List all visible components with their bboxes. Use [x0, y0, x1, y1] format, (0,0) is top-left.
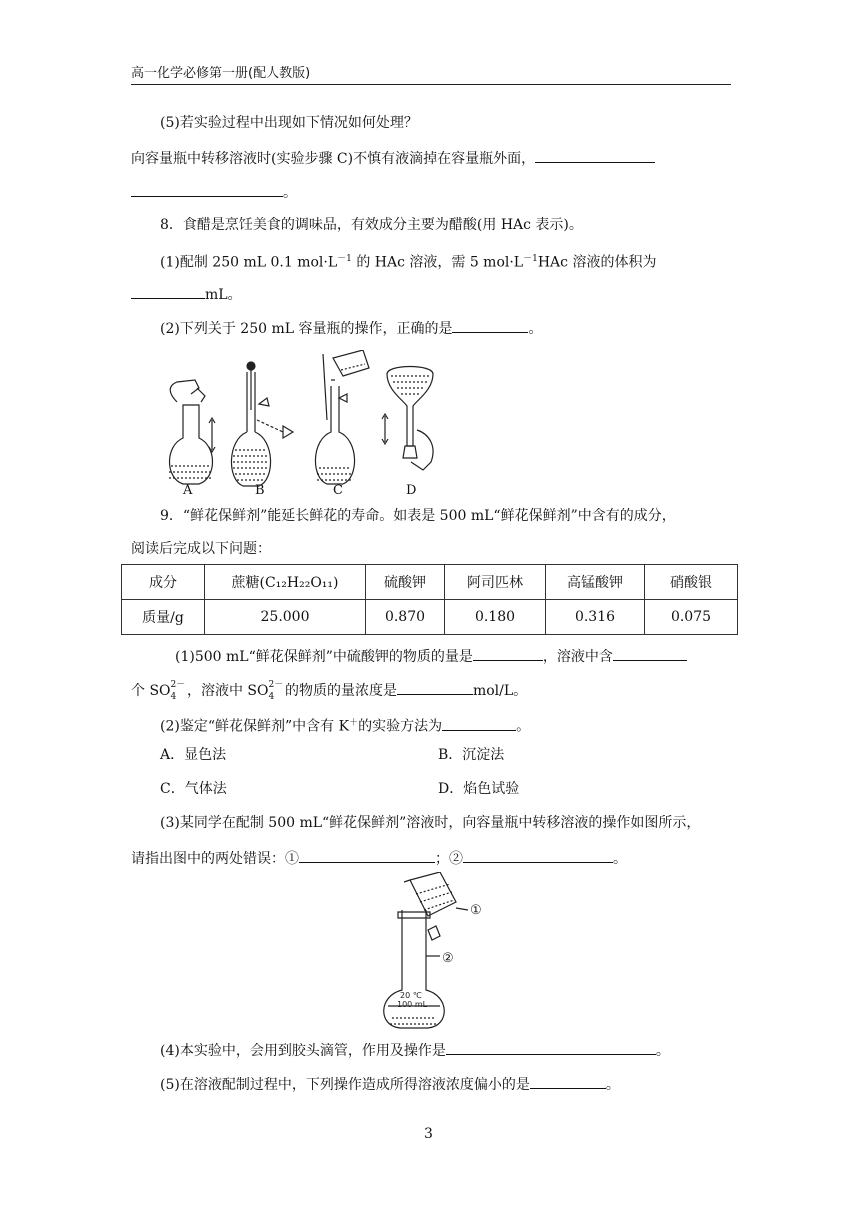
table-cell: 高锰酸钾: [546, 565, 645, 600]
figure-label-b: B: [255, 483, 265, 498]
punctuation: 。: [613, 851, 627, 867]
flask-temperature: 20 ℃: [400, 991, 422, 1000]
q8-part2-text: (2)下列关于 250 mL 容量瓶的操作，正确的是: [160, 321, 453, 337]
answer-blank[interactable]: [535, 148, 655, 163]
q8-part2: [160, 318, 542, 338]
table-row: [122, 600, 738, 635]
flask-a-icon: [169, 380, 215, 484]
unit-text: mL。: [205, 287, 242, 303]
q9-part2-b: 的实验方法为: [358, 718, 443, 735]
q9-part2-a: (2)鉴定“鲜花保鲜剂”中含有 K: [160, 718, 350, 735]
table-cell: 25.000: [205, 600, 366, 635]
header-rule: [131, 84, 731, 85]
punctuation: 。: [528, 321, 543, 337]
q9-part1-f: mol/L。: [472, 683, 528, 699]
option-c[interactable]: C．气体法: [160, 781, 227, 797]
answer-blank[interactable]: [473, 646, 543, 661]
table-cell: 成分: [122, 565, 205, 600]
punctuation: 。: [516, 718, 531, 735]
volumetric-flask-icon: [384, 910, 445, 1028]
table-cell: 0.870: [366, 600, 445, 635]
sulfate-ion-notation: [170, 680, 186, 702]
q7-part5-text: [131, 148, 655, 168]
flask-operations-figure: [155, 350, 445, 496]
q9-part3-line1: (3)某同学在配制 500 mL“鲜花保鲜剂”溶液时，向容量瓶中转移溶液的操作如图所示，: [160, 815, 701, 831]
answer-blank[interactable]: [131, 284, 205, 299]
answer-blank[interactable]: [131, 182, 283, 197]
answer-blank[interactable]: [442, 716, 516, 731]
superscript: －1: [523, 254, 538, 264]
option-a[interactable]: A．显色法: [160, 747, 227, 763]
q8-part1-c: HAc 溶液的体积为: [537, 254, 657, 271]
q9-part1-e: 的物质的量浓度是: [284, 683, 397, 699]
page-number: 3: [424, 1126, 433, 1142]
q9-part1-c: 个 SO: [131, 683, 171, 699]
marker-1: ①: [470, 903, 482, 918]
flask-b-icon: [231, 362, 293, 486]
punctuation: 。: [655, 1043, 670, 1059]
q8-part1-answer: [131, 284, 242, 304]
table-cell: 0.075: [645, 600, 738, 635]
flask-c-icon: [315, 350, 369, 484]
q9-part3-line2: [131, 848, 627, 868]
q8-stem: 8．食醋是烹饪美食的调味品，有效成分主要为醋酸(用 HAc 表示)。: [160, 217, 583, 233]
option-b[interactable]: B．沉淀法: [438, 747, 505, 763]
table-cell: 硫酸钾: [366, 565, 445, 600]
answer-blank[interactable]: [463, 848, 613, 863]
q9-stem-line2: 阅读后完成以下问题：: [131, 541, 271, 557]
q9-part3-b: 请指出图中的两处错误：①: [131, 851, 299, 867]
q9-part1-b: ，溶液中含: [542, 649, 613, 665]
q9-part4: [160, 1040, 670, 1060]
page-header: 高一化学必修第一册(配人教版): [131, 66, 311, 81]
transfer-solution-figure: [370, 872, 500, 1030]
q9-part1-line2: [131, 680, 527, 702]
q8-part1-a: (1)配制 250 mL 0.1 mol·L: [160, 254, 338, 271]
table-cell: 0.180: [445, 600, 546, 635]
q9-part4-text: (4)本实验中，会用到胶头滴管，作用及操作是: [160, 1043, 446, 1059]
ion-charge: 2－: [170, 680, 186, 690]
table-cell: 阿司匹林: [445, 565, 546, 600]
option-d[interactable]: D．焰色试验: [438, 781, 520, 797]
stopper-icon: [428, 926, 440, 940]
q8-part1-b: 的 HAc 溶液，需 5 mol·L: [356, 254, 524, 271]
answer-blank[interactable]: [613, 646, 687, 661]
q9-stem-line1: 9．“鲜花保鲜剂”能延长鲜花的寿命。如表是 500 mL“鲜花保鲜剂”中含有的成分，: [160, 508, 676, 524]
table-cell: 硝酸银: [645, 565, 738, 600]
table-cell: 质量/g: [122, 600, 205, 635]
q7-part5-continue: [131, 182, 297, 202]
marker-2: ②: [442, 951, 454, 966]
q7-part5-title: (5)若实验过程中出现如下情况如何处理？: [160, 115, 418, 131]
q9-part5: [160, 1074, 620, 1094]
ion-subscript: 4: [170, 692, 177, 702]
figure-label-a: A: [183, 483, 193, 498]
flask-d-icon: [382, 367, 433, 471]
ion-subscript: 4: [268, 692, 275, 702]
composition-table: [121, 564, 738, 635]
sulfate-ion-notation: [268, 680, 284, 702]
q9-part1-line1: [175, 646, 687, 666]
q9-part1-d: ，溶液中 SO: [186, 683, 269, 699]
figure-label-d: D: [406, 483, 417, 498]
q9-part3-c: ；②: [435, 851, 463, 867]
table-cell: 蔗糖(C₁₂H₂₂O₁₁): [205, 565, 366, 600]
q9-part2: [160, 714, 530, 736]
answer-blank[interactable]: [452, 318, 528, 333]
punctuation: 。: [605, 1077, 620, 1093]
answer-blank[interactable]: [397, 680, 473, 695]
figure-label-c: C: [333, 483, 343, 498]
answer-blank[interactable]: [530, 1074, 606, 1089]
superscript: ＋: [349, 718, 359, 728]
q9-part5-text: (5)在溶液配制过程中，下列操作造成所得溶液浓度偏小的是: [160, 1077, 530, 1093]
answer-blank[interactable]: [446, 1040, 656, 1055]
table-row: [122, 565, 738, 600]
flask-volume: 100 mL: [397, 1000, 428, 1009]
answer-blank[interactable]: [299, 848, 435, 863]
punctuation: 。: [283, 185, 297, 201]
q8-part1: [160, 250, 656, 272]
superscript: －1: [337, 254, 352, 264]
q9-part1-a: (1)500 mL“鲜花保鲜剂”中硫酸钾的物质的量是: [175, 649, 473, 665]
ion-charge: 2－: [268, 680, 284, 690]
table-cell: 0.316: [546, 600, 645, 635]
q7-part5-text-body: 向容量瓶中转移溶液时(实验步骤 C)不慎有液滴掉在容量瓶外面，: [131, 151, 536, 167]
